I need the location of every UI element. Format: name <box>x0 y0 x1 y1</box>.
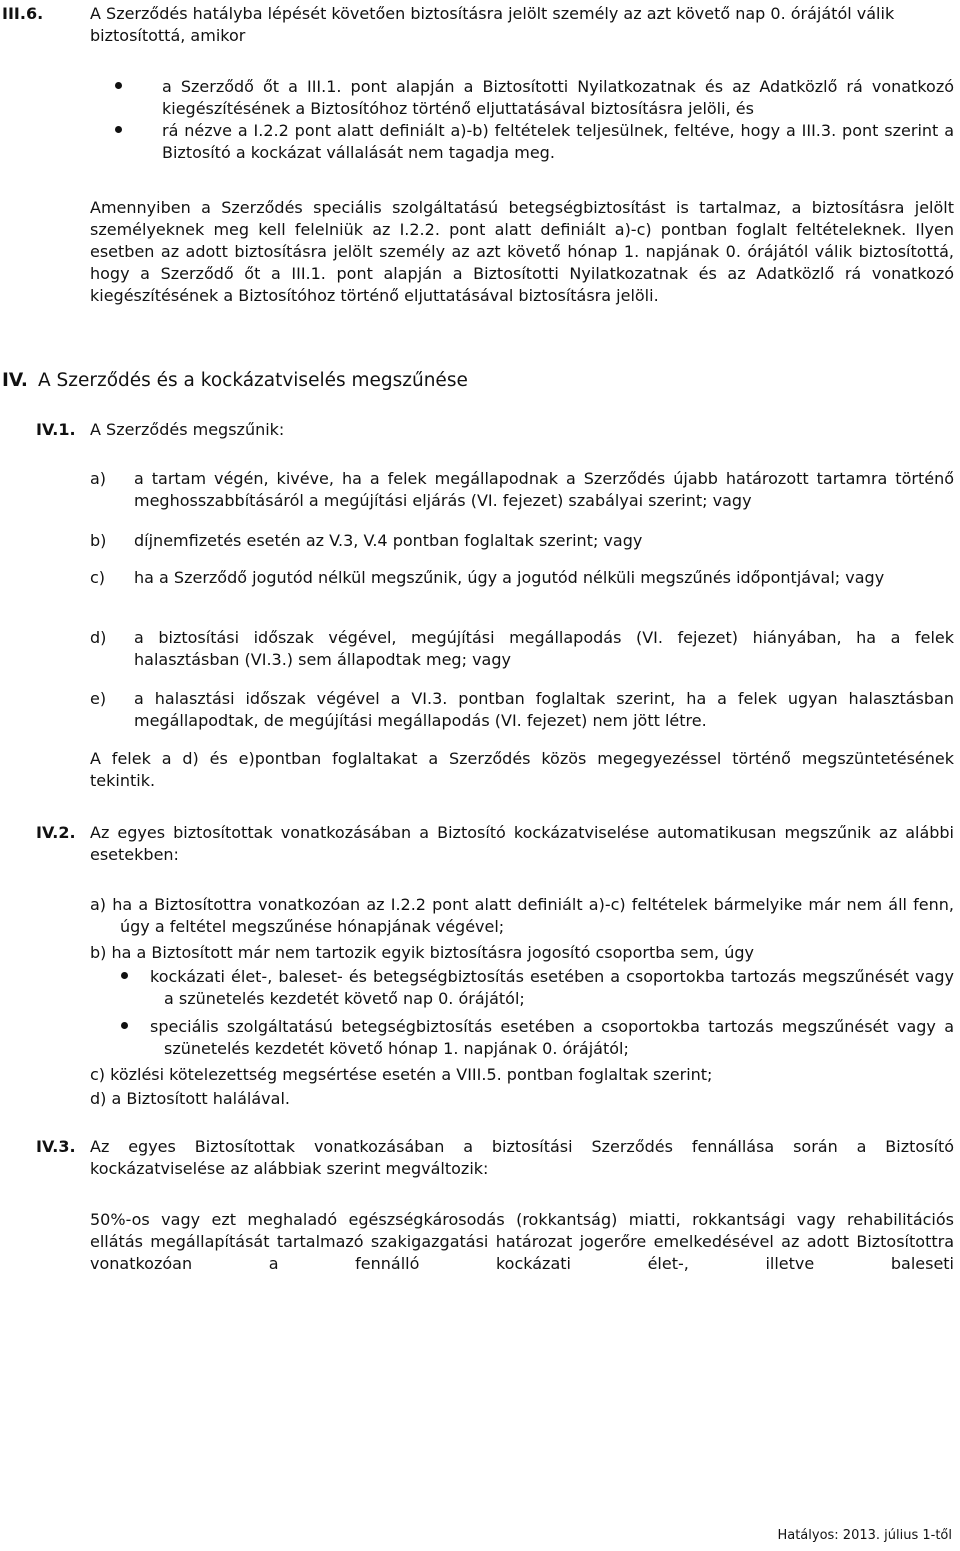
section-iv-1-intro: A Szerződés megszűnik: <box>90 420 285 439</box>
section-number-iv-3: IV.3. <box>36 1137 76 1156</box>
section-number-iii-6: III.6. <box>2 4 44 23</box>
list-label: b) <box>90 531 107 550</box>
section-iv-title: A Szerződés és a kockázatviselés megszűnése <box>38 370 468 391</box>
list-item: díjnemfizetés esetén az V.3, V.4 pontban foglaltak szerint; vagy <box>134 531 643 550</box>
list-item: a halasztási időszak végével a VI.3. pontban foglaltak szerint, ha a felek ugyan halasztásban megállapodtak, de megújítási megállapodás (VI. fejezet) nem jött létre. <box>134 689 954 730</box>
section-iv-3-paragraph: 50%-os vagy ezt meghaladó egészségkárosodás (rokkantság) miatti, rokkantsági vagy rehabilitációs ellátás megállapítását tartalmazó szakigazgatási határozat jogerőre emelkedésével az adott Biztosítottra vonatkozóan a fennálló kockázati élet-, illetve baleseti <box>90 1210 954 1273</box>
section-iv-2-bullet-1: kockázati élet-, baleset- és betegségbiztosítás esetében a csoportokba tartozás megszűnését vagy a szünetelés kezdetét követő nap 0. órájától; <box>150 967 954 1008</box>
list-item: ha a Szerződő jogutód nélkül megszűnik, úgy a jogutód nélküli megszűnés időpontjával; vagy <box>134 568 885 587</box>
bullet-dot <box>121 972 128 979</box>
section-number-iv: IV. <box>2 370 28 391</box>
section-number-iv-2: IV.2. <box>36 823 76 842</box>
section-iii-6-bullet-2: rá nézve a I.2.2 pont alatt definiált a)-b) feltételek teljesülnek, feltéve, hogy a III.3. pont szerint a Biztosító a kockázat vállalását nem tagadja meg. <box>162 121 954 162</box>
bullet-dot <box>121 1022 128 1029</box>
bullet-dot <box>115 82 122 89</box>
list-label: a) <box>90 469 107 488</box>
list-item: c) közlési kötelezettség megsértése esetén a VIII.5. pontban foglaltak szerint; <box>90 1065 713 1084</box>
list-item: a tartam végén, kivéve, ha a felek megállapodnak a Szerződés újabb határozott tartamra történő meghosszabbításáról a megújítási eljárás (VI. fejezet) szabályai szerint; vagy <box>134 469 954 510</box>
list-item: b) ha a Biztosított már nem tartozik egyik biztosításra jogosító csoportba sem, úgy <box>90 943 754 962</box>
section-iv-2-bullet-2: speciális szolgáltatású betegségbiztosítás esetében a csoportokba tartozás megszűnését vagy a szünetelés kezdetét követő hónap 1. napjának 0. órájától; <box>150 1017 954 1058</box>
section-iv-1-closing: A felek a d) és e)pontban foglaltakat a Szerződés közös megegyezéssel történő megszüntetésének tekintik. <box>90 749 954 790</box>
section-iv-2-intro: Az egyes biztosítottak vonatkozásában a Biztosító kockázatviselése automatikusan megszűnik az alábbi esetekben: <box>90 823 954 864</box>
list-label: e) <box>90 689 107 708</box>
footer-validity: Hatályos: 2013. július 1-től <box>777 1528 952 1543</box>
list-item: a) ha a Biztosítottra vonatkozóan az I.2.2 pont alatt definiált a)-c) feltételek bármelyike már nem áll fenn, úgy a feltétel megszűnése hónapjának végével; <box>90 895 954 936</box>
section-iii-6-bullet-1: a Szerződő őt a III.1. pont alapján a Biztosítotti Nyilatkozatnak és az Adatközlő rá vonatkozó kiegészítésének a Biztosítóhoz történő eljuttatásával biztosításra jelöli, és <box>162 77 954 118</box>
list-label: c) <box>90 568 106 587</box>
section-iii-6-paragraph: Amennyiben a Szerződés speciális szolgáltatású betegségbiztosítást is tartalmaz, a biztosításra jelölt személyeknek meg kell felelniük az I.2.2. pont alatt definiált a)-c) pontban foglalt feltételeknek. Ilyen esetben az adott biztosításra jelölt személy az azt követő hónap 1. napjának 0. órájától válik biztosítottá, hogy a Szerződő őt a III.1. pont alapján a Biztosítotti Nyilatkozatnak és az Adatközlő rá vonatkozó kiegészítésének a Biztosítóhoz történő eljuttatásával biztosításra jelöli. <box>90 198 954 305</box>
list-label: d) <box>90 628 107 647</box>
list-item: d) a Biztosított halálával. <box>90 1089 290 1108</box>
section-iv-3-intro: Az egyes Biztosítottak vonatkozásában a biztosítási Szerződés fennállása során a Biztosító kockázatviselése az alábbiak szerint megváltozik: <box>90 1137 954 1178</box>
list-item: a biztosítási időszak végével, megújítási megállapodás (VI. fejezet) hiányában, ha a felek halasztásban (VI.3.) sem állapodtak meg; vagy <box>134 628 954 669</box>
section-number-iv-1: IV.1. <box>36 420 76 439</box>
section-iii-6-intro: A Szerződés hatályba lépését követően biztosításra jelölt személy az azt követő nap 0. órájától válik biztosítottá, amikor <box>90 4 895 45</box>
bullet-dot <box>115 126 122 133</box>
